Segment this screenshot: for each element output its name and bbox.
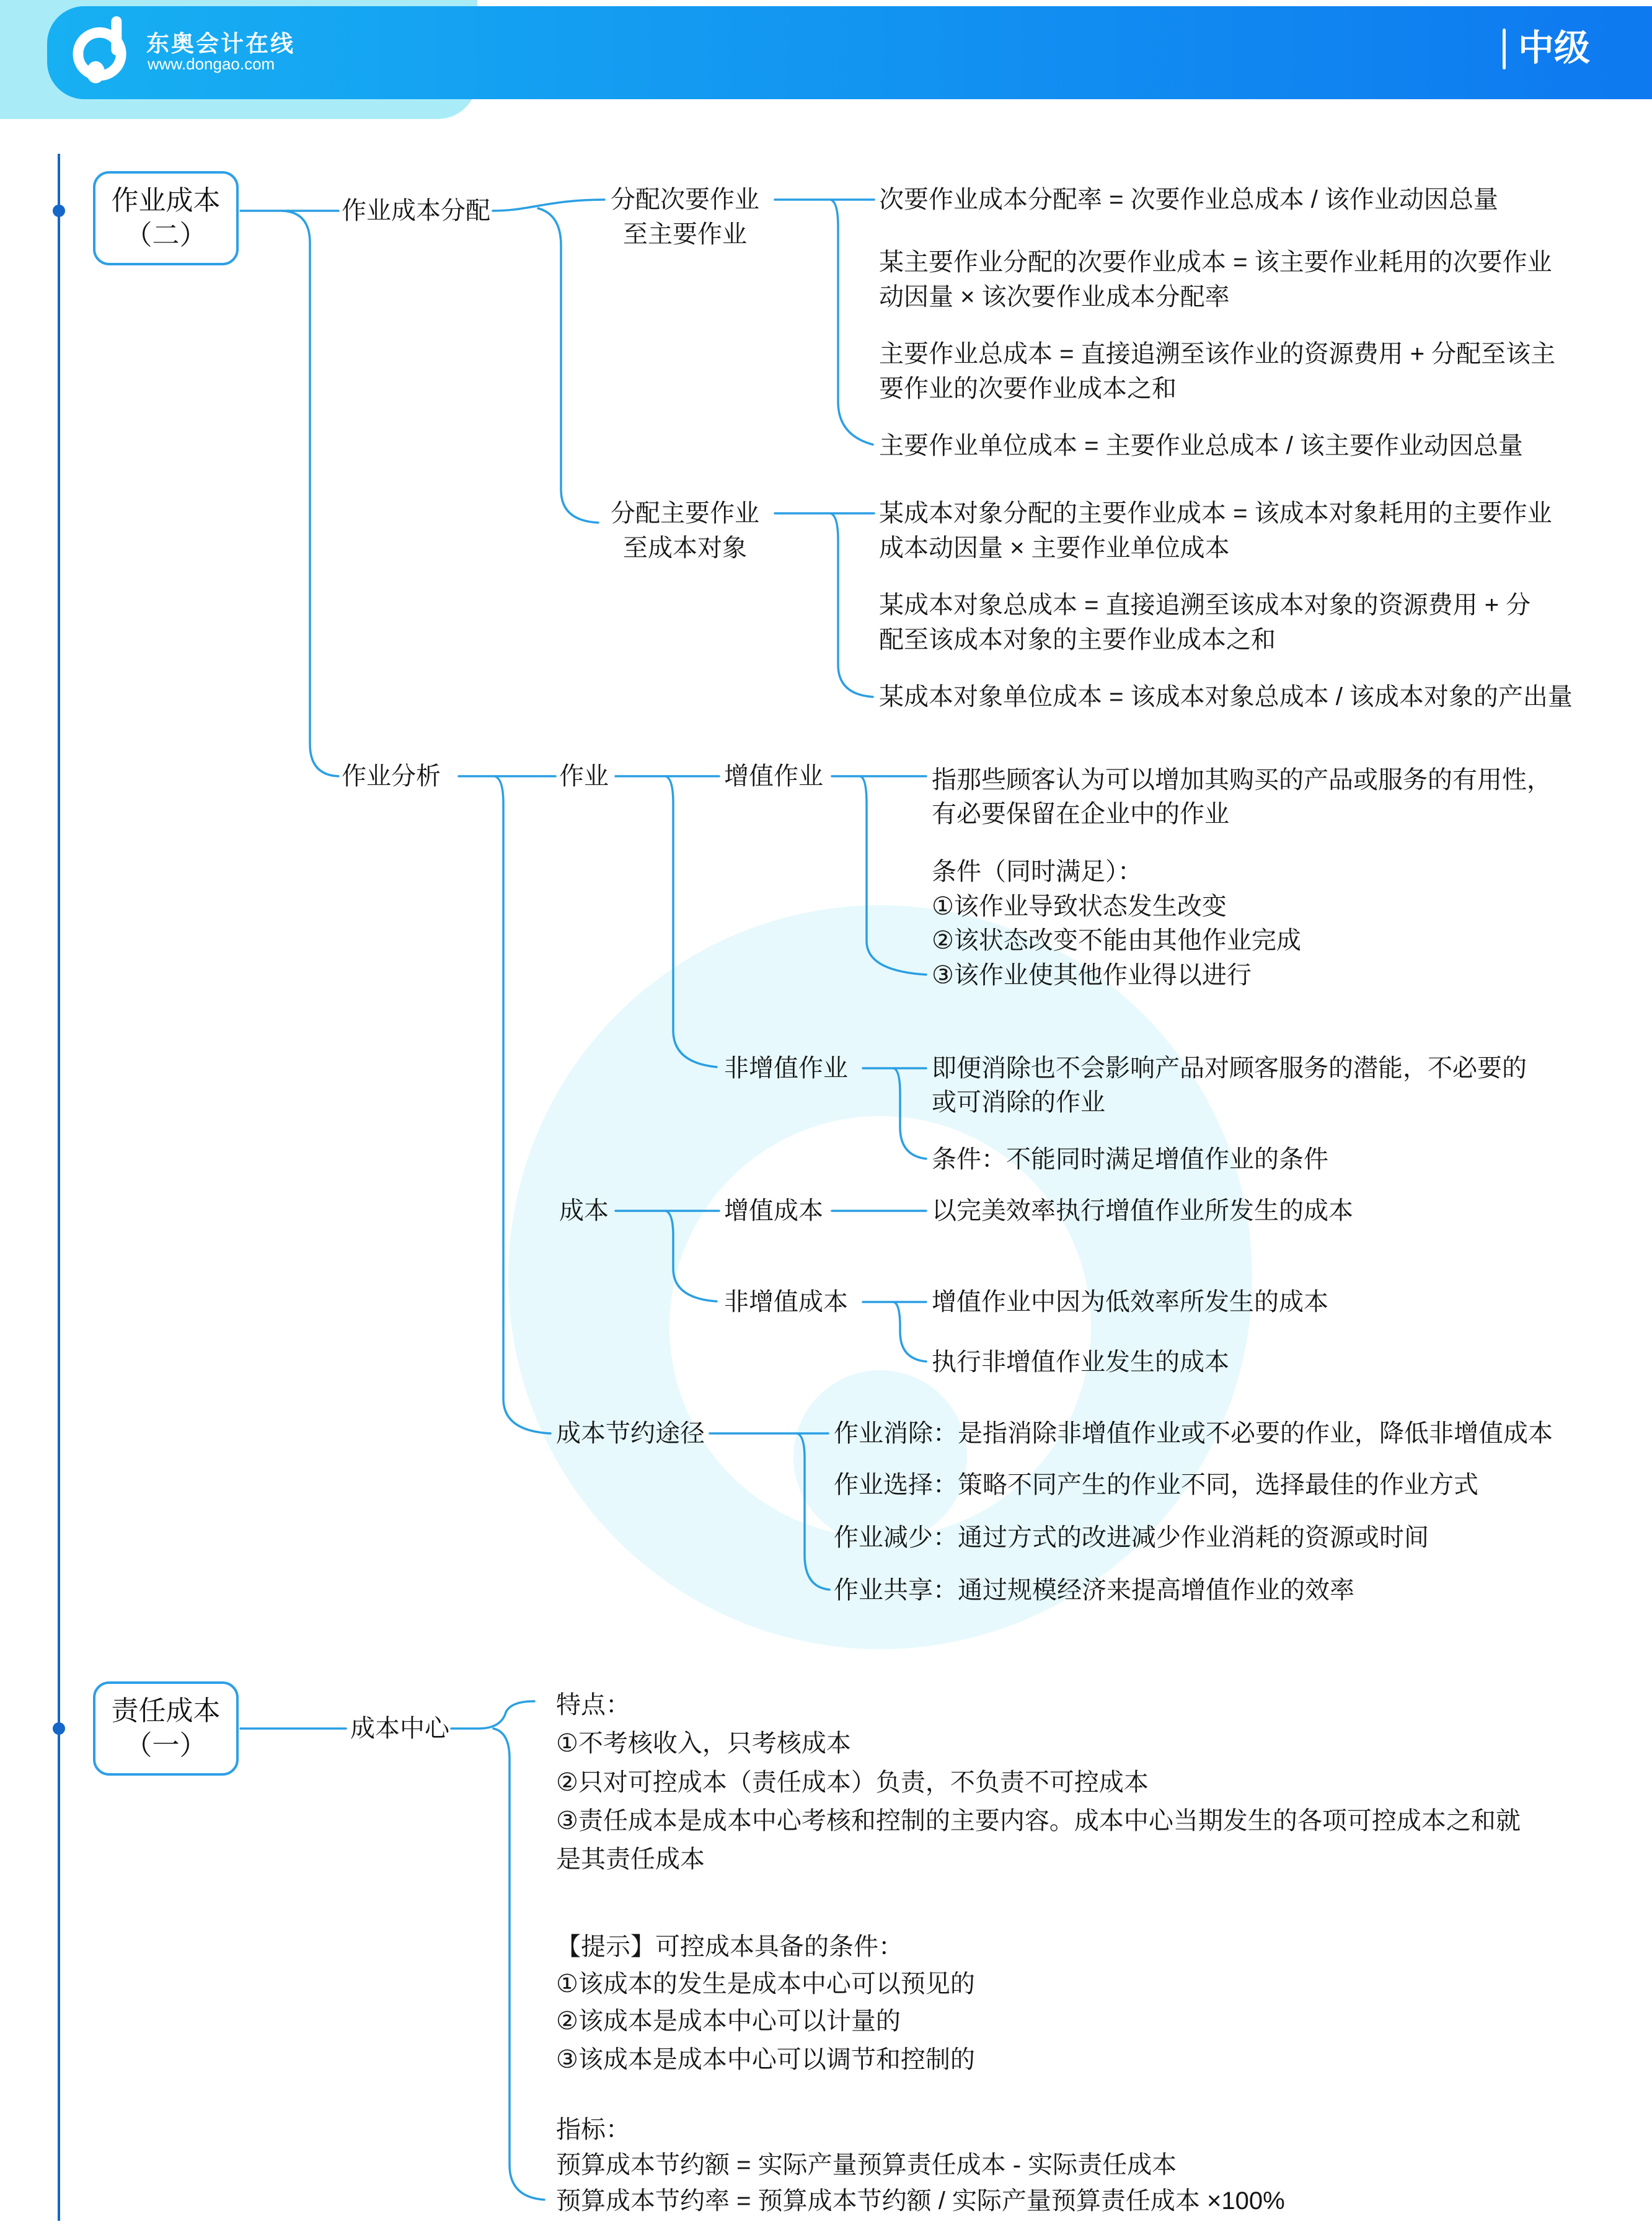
feature-line: ③责任成本是成本中心考核和控制的主要内容。成本中心当期发生的各项可控成本之和就 [556,1807,1521,1835]
connector [493,200,604,211]
feature-line: ①不考核收入，只考核成本 [556,1730,851,1757]
formula-line: 某成本对象分配的主要作业成本 = 该成本对象耗用的主要作业 [879,500,1552,527]
feature-line: 是其责任成本 [556,1846,705,1873]
saving-item: 作业选择：策略不同产生的作业不同，选择最佳的作业方式 [834,1471,1478,1499]
desc-line: ②该状态改变不能由其他作业完成 [932,927,1301,954]
node-cost-saving-paths[interactable]: 成本节约途径 [556,1420,705,1447]
tip-line: 【提示】可控成本具备的条件： [556,1933,903,1960]
node-allocate-primary-line1[interactable]: 分配主要作业 [611,500,759,527]
formula-line: 主要作业总成本 = 直接追溯至该作业的资源费用 + 分配至该主 [879,340,1556,368]
desc-line: 执行非增值作业发生的成本 [932,1348,1229,1376]
connector [666,776,717,1067]
brand-name: 东奥会计在线 [146,31,295,56]
feature-line: ②只对可控成本（责任成本）负责，不负责不可控成本 [556,1769,1149,1796]
formula-line: 要作业的次要作业成本之和 [879,375,1177,402]
desc-line: ①该作业导致状态发生改变 [932,893,1227,920]
node-allocate-secondary-line2[interactable]: 至主要作业 [623,221,747,248]
node-value-added-cost[interactable]: 增值成本 [724,1197,823,1224]
root-node-subtitle: （二） [125,220,207,250]
desc-line: 以完美效率执行增值作业所发生的成本 [932,1197,1353,1224]
connector [451,1701,534,1729]
saving-item: 作业减少：通过方式的改进减少作业消耗的资源或时间 [834,1524,1429,1551]
formula-line: 配至该成本对象的主要作业成本之和 [879,626,1276,653]
node-allocate-primary-line2[interactable]: 至成本对象 [623,534,747,562]
saving-item: 作业共享：通过规模经济来提高增值作业的效率 [834,1577,1354,1604]
root-node-responsibility-cost[interactable] [93,1681,239,1776]
metric-line: 预算成本节约额 = 实际产量预算责任成本 - 实际责任成本 [556,2151,1177,2179]
formula-line: 主要作业单位成本 = 主要作业总成本 / 该主要作业动因总量 [879,432,1523,459]
desc-line: 条件：不能同时满足增值作业的条件 [932,1146,1328,1173]
connector [894,1068,926,1159]
tip-line: ①该成本的发生是成本中心可以预见的 [556,1970,975,1998]
node-activity[interactable]: 作业 [559,763,609,790]
node-non-value-added-cost[interactable]: 非增值成本 [724,1288,848,1316]
connector [831,513,873,697]
desc-line: 条件（同时满足）： [932,858,1142,885]
node-non-value-added-activity[interactable]: 非增值作业 [724,1055,848,1082]
desc-line: ③该作业使其他作业得以进行 [932,962,1252,989]
desc-line: 指那些顾客认为可以增加其购买的产品或服务的有用性， [932,766,1552,794]
formula-line: 某成本对象总成本 = 直接追溯至该成本对象的资源费用 + 分 [879,591,1531,619]
root-dot-1 [53,205,65,217]
feature-line: 特点： [556,1691,630,1719]
formula-line: 动因量 × 该次要作业成本分配率 [879,283,1230,311]
formula-line: 某成本对象单位成本 = 该成本对象总成本 / 该成本对象的产出量 [879,683,1573,711]
node-cost[interactable]: 成本 [559,1197,609,1224]
metric-line: 预算成本节约率 = 预算成本节约额 / 实际产量预算责任成本 ×100% [556,2187,1285,2215]
node-activity-analysis[interactable]: 作业分析 [342,763,441,790]
tip-line: ②该成本是成本中心可以计量的 [556,2008,901,2035]
connector [797,1433,829,1590]
connector [493,1729,544,2200]
formula-line: 某主要作业分配的次要作业成本 = 该主要作业耗用的次要作业 [879,249,1552,276]
formula-line: 成本动因量 × 主要作业单位成本 [879,534,1230,562]
desc-line: 增值作业中因为低效率所发生的成本 [932,1288,1328,1316]
node-allocate-secondary-line1[interactable]: 分配次要作业 [611,186,759,213]
root-node-activity-cost[interactable] [93,171,239,265]
desc-line: 即便消除也不会影响产品对顾客服务的潜能，不必要的 [932,1055,1527,1082]
level-badge: 中级 [1517,28,1590,68]
connector [860,776,926,975]
root-dot-2 [53,1722,65,1735]
connector [831,200,873,445]
connector [538,208,598,523]
metric-line: 指标： [556,2116,630,2143]
connector [666,1211,717,1301]
node-value-added-activity[interactable]: 增值作业 [724,763,823,790]
root-node-title: 责任成本 [111,1695,221,1726]
node-cost-center[interactable]: 成本中心 [350,1715,449,1742]
connector [282,211,338,776]
connector [495,776,550,1433]
desc-line: 或可消除的作业 [932,1089,1105,1116]
root-node-title: 作业成本 [111,185,221,216]
brand-url: www.dongao.com [148,55,275,73]
formula-line: 次要作业成本分配率 = 次要作业总成本 / 该作业动因总量 [879,186,1498,213]
node-cost-allocation[interactable]: 作业成本分配 [342,197,490,224]
connector [894,1302,926,1361]
root-node-subtitle: （一） [125,1730,207,1761]
desc-line: 有必要保留在企业中的作业 [932,800,1229,828]
tip-line: ③该成本是成本中心可以调节和控制的 [556,2046,975,2073]
saving-item: 作业消除：是指消除非增值作业或不必要的作业，降低非增值成本 [834,1420,1553,1447]
